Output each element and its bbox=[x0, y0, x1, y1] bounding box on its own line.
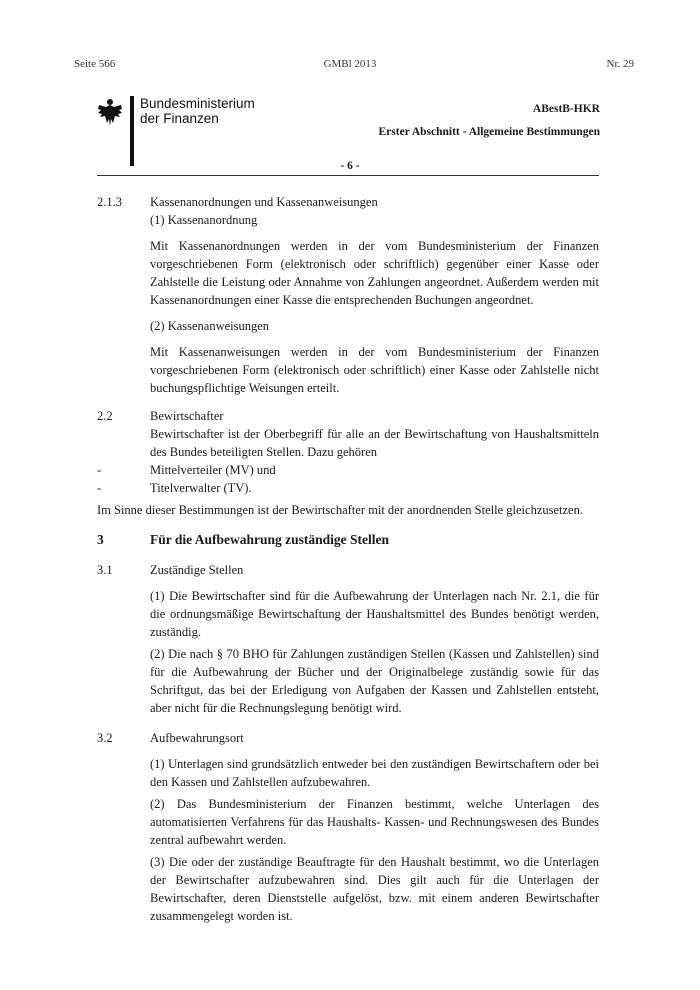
page-header-left: Seite 566 bbox=[74, 58, 116, 70]
section-2-2 bbox=[97, 407, 599, 497]
document-body bbox=[97, 193, 599, 925]
section-title: Zuständige Stellen bbox=[150, 563, 244, 577]
paragraph: (1) Unterlagen sind grundsätzlich entweder bei den zuständigen Bewirtschaftern oder bei den Kassen und Zahlstellen aufzubewahren. bbox=[150, 757, 599, 789]
logo-divider-bar bbox=[130, 96, 134, 166]
list-item: - Mittelverteiler (MV) und bbox=[97, 463, 276, 477]
page-header-center: GMBl 2013 bbox=[323, 58, 377, 70]
paragraph: Bewirtschafter ist der Oberbegriff für alle an der Bewirtschaftung von Haushaltsmitteln des Bundes beteiligten Stellen. Dazu gehören bbox=[150, 427, 599, 459]
section-title: Kassenanordnungen und Kassenanweisungen bbox=[150, 195, 378, 209]
paragraph: Mit Kassenanordnungen werden in der vom Bundesministerium der Finanzen vorgeschriebenen Form (elektronisch oder schriftlich) gegenüber einer Kasse oder Zahlstelle die Leistung oder Annahme von Zahlungen angeordnet. Außerdem werden mit Kassenanordnungen einer Kasse die entsprechenden Buchungen angeordnet. bbox=[150, 239, 599, 307]
section-3-heading bbox=[97, 531, 599, 549]
ministry-name-line2: der Finanzen bbox=[140, 111, 219, 126]
section-title: Für die Aufbewahrung zuständige Stellen bbox=[150, 532, 390, 547]
subsection-title: (1) Kassenanordnung bbox=[150, 213, 258, 227]
paragraph: Im Sinne dieser Bestimmungen ist der Bewirtschafter mit der anordnenden Stelle gleichzusetzen. bbox=[97, 503, 583, 517]
section-number: 2.2 bbox=[97, 409, 113, 423]
section-3-2 bbox=[97, 729, 599, 925]
section-number: 2.1.3 bbox=[97, 195, 122, 209]
paragraph: (2) Die nach § 70 BHO für Zahlungen zuständigen Stellen (Kassen und Zahlstellen) sind für die Aufbewahrung der Bücher und der Originalbelege zuständig sowie für das Schriftgut, das bei der Erledigung von Aufgaben der Kassen und Zahlstellen entsteht, aber nicht für die Rechnungslegung benötigt wird. bbox=[150, 647, 599, 715]
page-header-right: Nr. 29 bbox=[606, 58, 634, 70]
section-number: 3 bbox=[97, 532, 104, 547]
subsection-title: (2) Kassenanweisungen bbox=[150, 319, 270, 333]
ministry-name-line1: Bundesministerium bbox=[140, 96, 255, 111]
section-number: 3.2 bbox=[97, 731, 113, 745]
document-subtitle: Erster Abschnitt - Allgemeine Bestimmungen bbox=[378, 126, 600, 138]
document-title: ABestB-HKR bbox=[532, 103, 600, 115]
header-rule bbox=[97, 175, 599, 176]
section-title: Aufbewahrungsort bbox=[150, 731, 244, 745]
paragraph: Mit Kassenanweisungen werden in der vom Bundesministerium der Finanzen vorgeschriebenen Form (elektronisch oder schriftlich) einer Kasse oder Zahlstelle nicht buchungspflichtige Weisungen erteilt. bbox=[150, 345, 599, 395]
section-3-1 bbox=[97, 561, 599, 717]
section-title: Bewirtschafter bbox=[150, 409, 224, 423]
list-item: - Titelverwalter (TV). bbox=[97, 481, 252, 495]
section-number: 3.1 bbox=[97, 563, 113, 577]
section-2-1-3 bbox=[97, 193, 599, 397]
paragraph: (3) Die oder der zuständige Beauftragte für den Haushalt bestimmt, wo die Unterlagen der Bewirtschafter aufzubewahren sind. Dies gilt auch für die Unterlagen der Bewirtschafter, deren Dienststelle aufgelöst, bzw. mit einem anderen Bewirtschafter zusammengelegt worden ist. bbox=[150, 855, 599, 923]
ministry-logo-text bbox=[140, 96, 255, 126]
paragraph: (1) Die Bewirtschafter sind für die Aufbewahrung der Unterlagen nach Nr. 2.1, die für die ordnungsmäßige Bewirtschaftung der Haushaltsmittel des Bundes benötigt werden, zuständig. bbox=[150, 589, 599, 639]
federal-eagle-icon bbox=[97, 97, 123, 127]
page-number: - 6 - bbox=[340, 160, 360, 172]
paragraph: (2) Das Bundesministerium der Finanzen bestimmt, welche Unterlagen des automatisierten Verfahrens für das Haushalts- Kassen- und Rechnungswesen des Bundes zentral aufbewahrt werden. bbox=[150, 797, 599, 847]
